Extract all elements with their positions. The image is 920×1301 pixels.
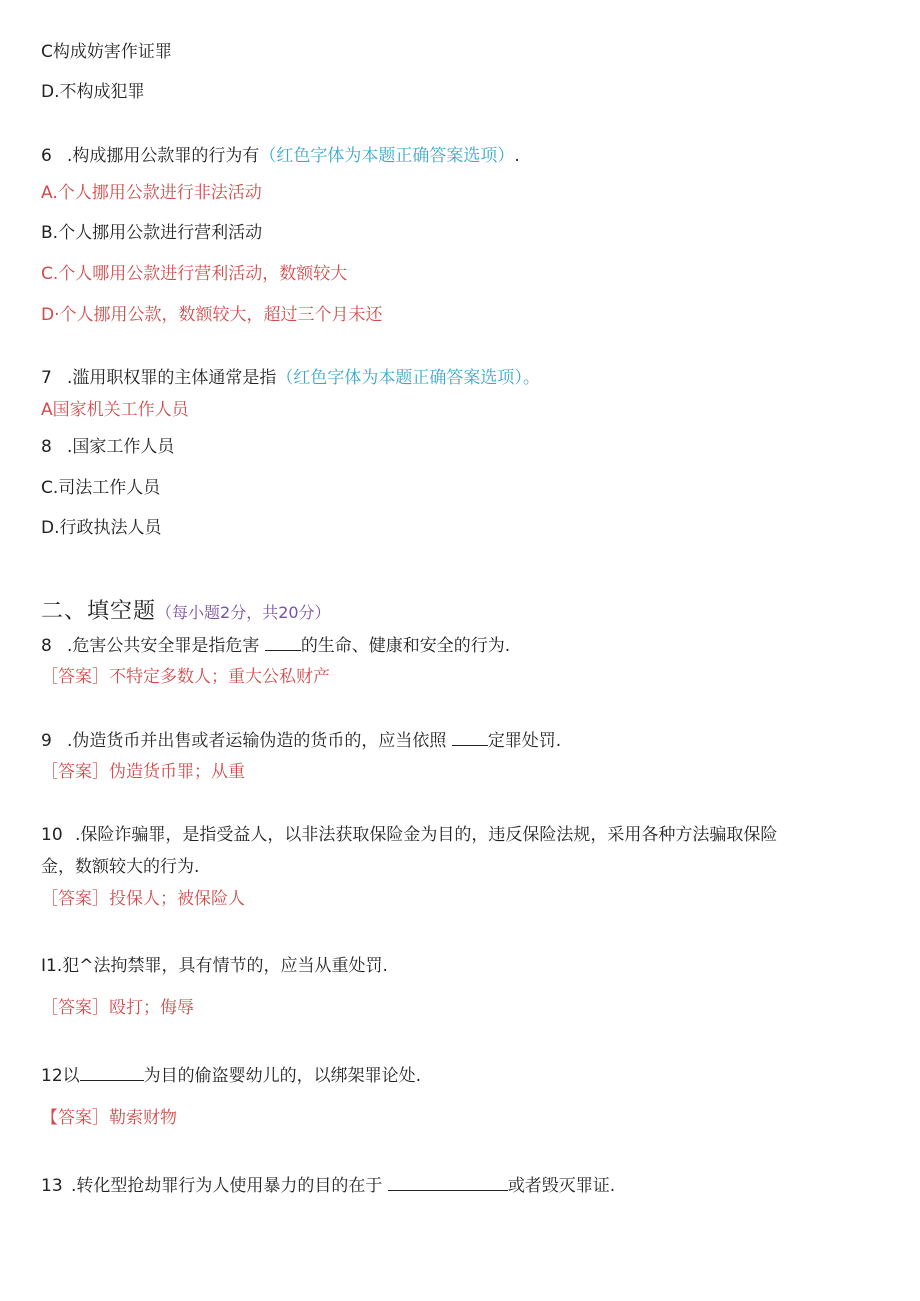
question-number: 12以 [41, 1066, 80, 1086]
f12-stem [41, 1064, 421, 1088]
question-number: 8 [41, 636, 52, 656]
q5-option-d: D.不构成犯罪 [41, 82, 145, 102]
question-text: .保险诈骗罪，是指受益人，以非法获取保险金为目的，违反保险法规，采用各种方法骗取保险 [75, 825, 778, 845]
question-end: . [514, 146, 520, 166]
question-text: 为目的偷盗婴幼儿的，以绑架罪论处. [143, 1066, 422, 1086]
answer-note: （红色字体为本题正确答案选项） [259, 146, 515, 166]
f13-stem [41, 1174, 615, 1198]
question-number: 13 [41, 1176, 63, 1196]
q7-option-b [41, 435, 174, 459]
answer-blank [265, 636, 301, 651]
q6-option-c: C.个人哪用公款进行营利活动，数额较大 [41, 264, 348, 284]
q6-option-d: D·个人挪用公款，数额较大，超过三个月未还 [41, 305, 383, 325]
question-text: 的生命、健康和安全的行为. [300, 636, 511, 656]
answer-note: （红色字体为本题正确答案选项）。 [276, 368, 540, 388]
option-number: 8 [41, 437, 52, 457]
answer-blank [388, 1176, 508, 1191]
q6-stem [41, 144, 520, 168]
question-number: 6 [41, 146, 52, 166]
question-number: 7 [41, 368, 52, 388]
question-text: .伪造货币并出售或者运输伪造的货币的，应当依照 [67, 731, 447, 751]
question-text: .构成挪用公款罪的行为有 [67, 146, 260, 166]
q6-option-a: A.个人挪用公款进行非法活动 [41, 183, 262, 203]
answer-blank [80, 1066, 144, 1081]
f8-stem [41, 634, 510, 658]
question-text: .滥用职权罪的主体通常是指 [67, 368, 277, 388]
section-title: 二、填空题 [41, 599, 157, 624]
q7-option-a: A国家机关工作人员 [41, 400, 189, 420]
question-number: 9 [41, 731, 52, 751]
answer-blank [452, 731, 488, 746]
q5-option-c: C构成妨害作证罪 [41, 42, 172, 62]
option-text: .国家工作人员 [67, 437, 175, 457]
f11-answer: ［答案］殴打；侮辱 [41, 998, 194, 1018]
section-note: （每小题2分，共20分） [156, 603, 331, 622]
f9-stem [41, 729, 561, 753]
q6-option-b: B.个人挪用公款进行营利活动 [41, 223, 263, 243]
question-text: 或者毁灭罪证. [507, 1176, 616, 1196]
f10-answer: ［答案］投保人；被保险人 [41, 889, 245, 909]
q7-stem [41, 366, 540, 390]
f9-answer: ［答案］伪造货币罪；从重 [41, 762, 245, 782]
q7-option-d: D.行政执法人员 [41, 518, 162, 538]
f11-stem: I1.犯^法拘禁罪，具有情节的，应当从重处罚. [41, 956, 388, 976]
question-number: 10 [41, 825, 63, 845]
f10-stem [41, 823, 777, 847]
f10-stem-continued: 金，数额较大的行为. [41, 857, 200, 877]
question-text: .转化型抢劫罪行为人使用暴力的目的在于 [71, 1176, 383, 1196]
question-text: 定罪处罚. [487, 731, 562, 751]
f8-answer: ［答案］不特定多数人；重大公私财产 [41, 667, 330, 687]
question-text: .危害公共安全罪是指危害 [67, 636, 260, 656]
f12-answer: 【答案］勒索财物 [41, 1108, 177, 1128]
q7-option-c: C.司法工作人员 [41, 478, 161, 498]
section-heading [41, 597, 331, 628]
